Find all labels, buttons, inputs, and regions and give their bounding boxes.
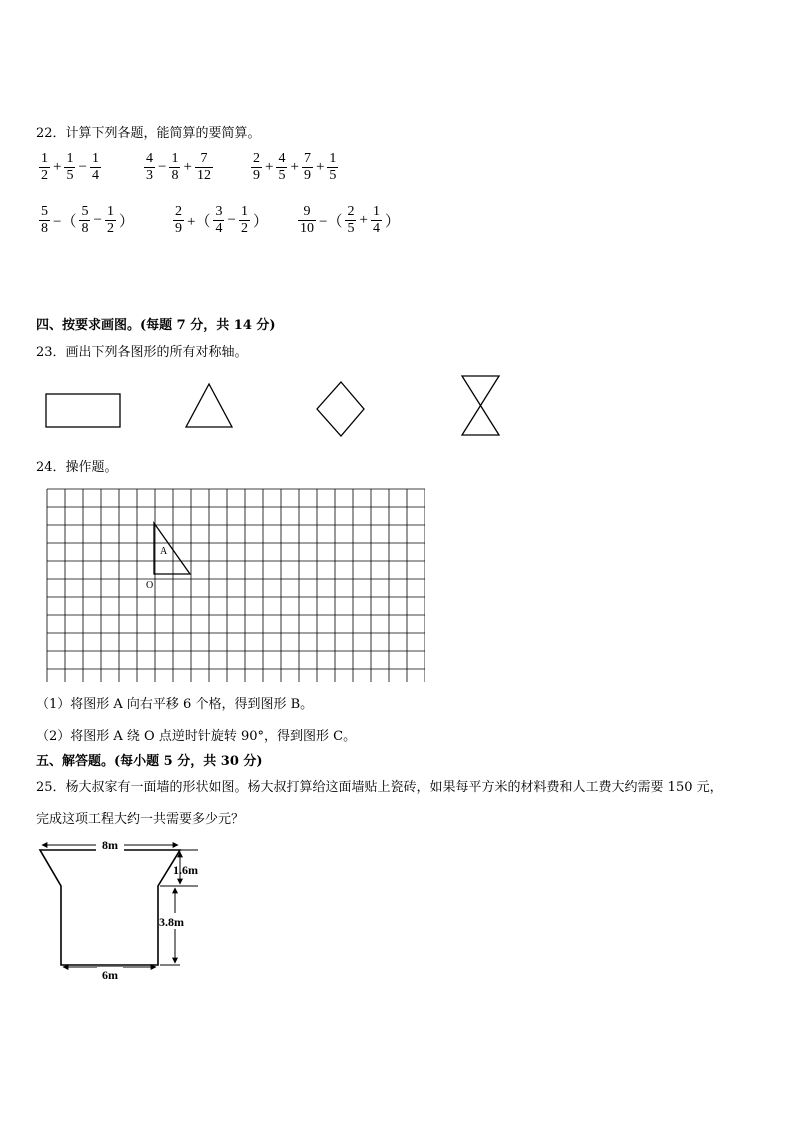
fraction <box>345 204 356 237</box>
fraction <box>169 151 180 184</box>
numerator: 1 <box>106 204 114 219</box>
fraction <box>39 151 50 184</box>
operator: + <box>315 159 325 175</box>
wall-outline <box>40 850 180 965</box>
numerator: 5 <box>41 204 48 219</box>
numerator: 1 <box>171 151 179 166</box>
numerator: 3 <box>215 204 223 219</box>
fraction <box>173 204 184 237</box>
q22-expr-5 <box>172 204 270 237</box>
denominator: 2 <box>240 221 248 236</box>
operator: + <box>290 159 299 175</box>
numerator: 5 <box>81 204 89 219</box>
numerator: 1 <box>329 151 337 166</box>
q25-line-1: 25．杨大叔家有一面墙的形状如图。杨大叔打算给这面墙贴上瓷砖，如果每平方米的材料费和人工费大约需要 150 元， <box>36 780 723 795</box>
rhombus-shape <box>317 382 364 436</box>
denominator: 8 <box>171 168 179 183</box>
numerator: 2 <box>347 204 355 219</box>
denominator: 9 <box>303 168 311 183</box>
denominator: 2 <box>41 168 48 183</box>
fraction <box>239 204 250 237</box>
q25-line-2: 完成这项工程大约一共需要多少元？ <box>36 812 245 827</box>
fraction <box>213 204 224 237</box>
hourglass-shape <box>462 376 499 435</box>
operator: − <box>93 212 102 228</box>
numerator: 4 <box>146 151 153 166</box>
fraction <box>195 151 213 184</box>
denominator: 2 <box>106 221 114 236</box>
operator: − <box>78 159 87 175</box>
q24-title: 24．操作题。 <box>36 460 118 475</box>
fraction <box>327 151 338 184</box>
dim-bottom-label: 6m <box>102 968 118 982</box>
operator: − <box>227 212 236 228</box>
q24-item-2: （2）将图形 A 绕 O 点逆时针旋转 90°，得到图形 C。 <box>36 729 357 744</box>
q22-title: 22．计算下列各题，能简算的要简算。 <box>36 126 261 141</box>
rectangle-shape <box>46 394 120 427</box>
close-paren: ） <box>252 214 268 230</box>
q22-expr-4 <box>38 204 136 237</box>
denominator: 8 <box>41 221 48 236</box>
numerator: 4 <box>278 151 286 166</box>
operator: −（ <box>319 214 343 230</box>
fraction <box>64 151 75 184</box>
numerator: 2 <box>253 151 260 166</box>
triangle-shape <box>186 384 232 427</box>
numerator: 7 <box>303 151 311 166</box>
q23-title: 23．画出下列各图形的所有对称轴。 <box>36 345 248 360</box>
section-5-heading: 五、解答题。(每小题 5 分，共 30 分) <box>36 754 263 769</box>
numerator: 1 <box>41 151 48 166</box>
operator: + <box>359 212 368 228</box>
operator: + <box>53 159 62 175</box>
fraction <box>144 151 155 184</box>
denominator: 9 <box>253 168 260 183</box>
denominator: 10 <box>300 221 314 236</box>
numerator: 2 <box>175 204 182 219</box>
fraction <box>276 151 287 184</box>
dim-trap-h-label: 1.6m <box>173 863 198 877</box>
grid-lines <box>47 489 425 682</box>
numerator: 1 <box>91 151 99 166</box>
denominator: 3 <box>146 168 153 183</box>
dim-rect-h-label: 3.8m <box>159 915 184 929</box>
denominator: 5 <box>278 168 286 183</box>
denominator: 4 <box>215 221 223 236</box>
fraction <box>90 151 101 184</box>
q22-expr-1 <box>38 151 102 184</box>
q22-expr-2 <box>143 151 214 184</box>
denominator: 9 <box>175 221 182 236</box>
fraction <box>79 204 90 237</box>
denominator: 12 <box>196 168 211 183</box>
numerator: 9 <box>303 204 311 219</box>
operator: − <box>158 159 167 175</box>
fraction <box>39 204 50 237</box>
dim-top-label: 8m <box>102 838 118 852</box>
denominator: 5 <box>66 168 74 183</box>
q22-expr-3 <box>250 151 339 184</box>
denominator: 5 <box>347 221 355 236</box>
numerator: 7 <box>200 151 208 166</box>
fraction <box>371 204 382 237</box>
operator: + <box>265 159 274 175</box>
fraction <box>298 204 316 237</box>
q24-item-1: （1）将图形 A 向右平移 6 个格，得到图形 B。 <box>36 697 314 712</box>
q24-grid <box>45 487 425 682</box>
fraction <box>105 204 116 237</box>
denominator: 4 <box>372 221 380 236</box>
numerator: 1 <box>372 204 380 219</box>
numerator: 1 <box>66 151 74 166</box>
denominator: 5 <box>329 168 337 183</box>
label-o: O <box>146 580 154 591</box>
numerator: 1 <box>240 204 248 219</box>
fraction <box>302 151 313 184</box>
close-paren: ） <box>118 214 134 230</box>
q23-shapes <box>40 370 520 442</box>
label-a: A <box>160 546 168 557</box>
fraction <box>251 151 262 184</box>
operator: +（ <box>187 214 211 230</box>
q25-wall-figure <box>30 836 220 986</box>
operator: + <box>183 159 192 175</box>
close-paren: ） <box>384 214 400 230</box>
denominator: 4 <box>91 168 99 183</box>
operator: −（ <box>53 214 77 230</box>
denominator: 8 <box>81 221 89 236</box>
section-4-heading: 四、按要求画图。(每题 7 分，共 14 分) <box>36 318 276 333</box>
q22-expr-6 <box>297 204 402 237</box>
